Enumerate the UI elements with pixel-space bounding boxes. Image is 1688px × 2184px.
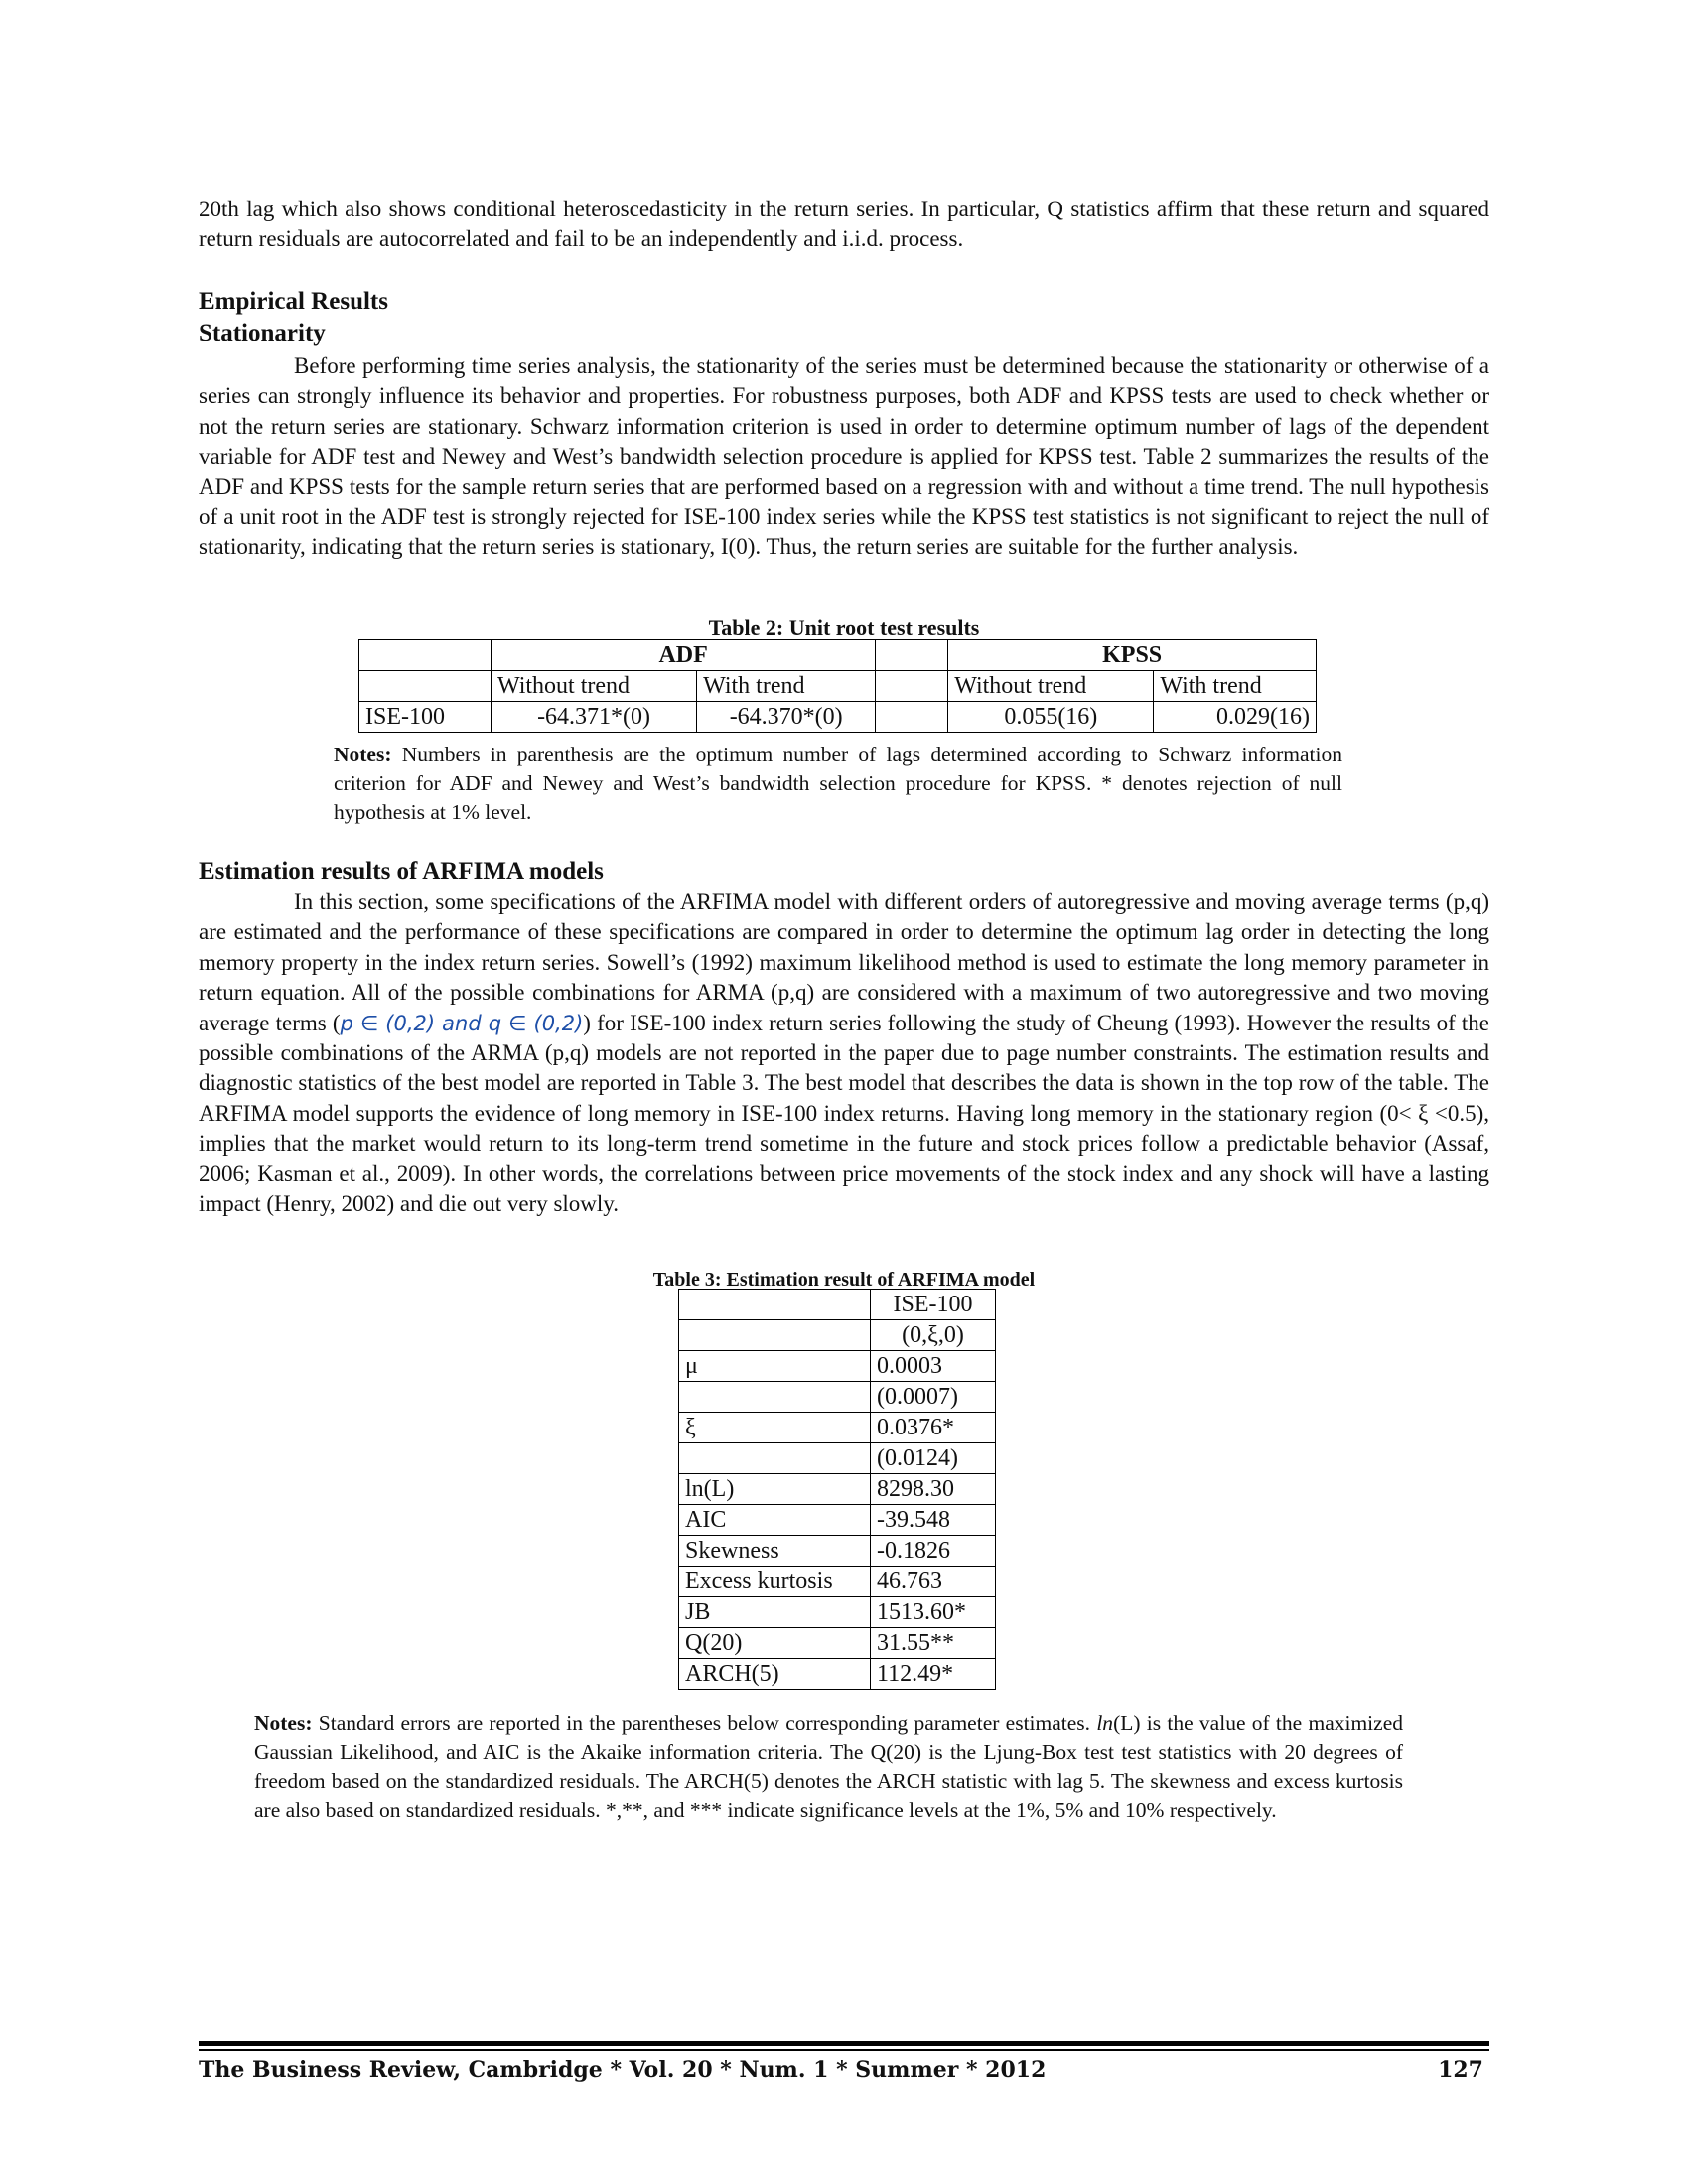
table3-row-value: (0.0007) — [871, 1382, 996, 1413]
table3-row-label: JB — [679, 1597, 871, 1628]
table3-notes-text-a: Standard errors are reported in the parentheses below corresponding parameter estimates. — [312, 1711, 1097, 1735]
table3-row — [679, 1505, 996, 1536]
table3-row-label: ln(L) — [679, 1474, 871, 1505]
table2-unit-root — [358, 639, 1317, 733]
table3-caption: Table 3: Estimation result of ARFIMA model — [652, 1269, 1036, 1291]
table2-gap — [876, 640, 948, 671]
footer-rule-thin — [199, 2049, 1489, 2051]
table3-notes-text-b: (L) is the value of the maximized Gaussian Likelihood, and AIC is the Akaike information criteria. The Q(20) is the Ljung-Box test test statistics with 20 degrees of freedom based on the standardized residuals. The ARCH(5) denotes the ARCH statistic with lag 5. The skewness and excess kurtosis are also based on standardized residuals. *,**, and *** indicate significance levels at the 1%, 5% and 10% respectively. — [254, 1711, 1403, 1822]
table3-row — [679, 1597, 996, 1628]
table3-row-label: μ — [679, 1351, 871, 1382]
table3-row-label: Excess kurtosis — [679, 1567, 871, 1597]
footer-journal: The Business Review, Cambridge * Vol. 20 * Num. 1 * Summer * 2012 — [199, 2057, 1047, 2083]
table2-kpss-with-value: 0.029(16) — [1154, 702, 1317, 733]
table3-row-label: Q(20) — [679, 1628, 871, 1659]
table2-adf-with-value: -64.370*(0) — [697, 702, 876, 733]
table3-row — [679, 1290, 996, 1320]
table3-row-value: -39.548 — [871, 1505, 996, 1536]
table3-row-value: -0.1826 — [871, 1536, 996, 1567]
table3-arfima — [678, 1289, 996, 1690]
arfima-text-a: In this section, some specifications of the ARFIMA model with different orders of autoregressive and moving average terms (p,q) are estimated and the performance of these specifications are compared in order to determine the optimum lag order in detecting the long memory property in the index return series. Sowell’s (1992) maximum likelihood method is used to estimate the long memory parameter in return equation. All of the possible combinations for ARMA (p,q) are considered with a maximum of two autoregressive and two moving average terms ( — [199, 889, 1489, 1035]
stationarity-heading: Stationarity — [199, 320, 326, 346]
table3-row-value: (0.0124) — [871, 1443, 996, 1474]
table3-row-label — [679, 1290, 871, 1320]
table3-row-value: (0,ξ,0) — [871, 1320, 996, 1351]
intro-paragraph: 20th lag which also shows conditional heteroscedasticity in the return series. In particular, Q statistics affirm that these return and squared return residuals are autocorrelated and fail to be an independently and i.i.d. process. — [199, 197, 1489, 252]
arfima-text-b: ) for ISE-100 index return series following the study of Cheung (1993). However the results of the possible combinations of the ARMA (p,q) models are not reported in the paper due to page number constraints. The estimation results and diagnostic statistics of the best model are reported in Table 3. The best model that describes the data is shown in the top row of the table. The ARFIMA model supports the evidence of long memory in ISE-100 index returns. Having long memory in the stationary region (0< ξ <0.5), implies that the market would return to its long-term trend sometime in the future and stock prices follow a predictable behavior (Assaf, 2006; Kasman et al., 2009). In other words, the correlations between price movements of the stock index and any shock will have a lasting impact (Henry, 2002) and die out very slowly. — [199, 1010, 1489, 1217]
page-footer — [199, 2057, 1489, 2083]
table2-kpss-with-header: With trend — [1154, 671, 1317, 702]
table3-row — [679, 1443, 996, 1474]
table3-row — [679, 1474, 996, 1505]
table2-row-label: ISE-100 — [359, 702, 492, 733]
table3-row-value: 1513.60* — [871, 1597, 996, 1628]
table3-row-value: 0.0376* — [871, 1413, 996, 1443]
table2-notes-label: Notes: — [334, 743, 392, 766]
table3-row — [679, 1351, 996, 1382]
footer-rule-thick — [199, 2041, 1489, 2046]
table3-row — [679, 1320, 996, 1351]
table3-row-value: 0.0003 — [871, 1351, 996, 1382]
table3-row-value: 8298.30 — [871, 1474, 996, 1505]
table3-row-label: Skewness — [679, 1536, 871, 1567]
table3-row-label: ARCH(5) — [679, 1659, 871, 1690]
table3-notes — [254, 1709, 1403, 1825]
table3-row — [679, 1567, 996, 1597]
table3-row-value: 31.55** — [871, 1628, 996, 1659]
table2-adf-without-value: -64.371*(0) — [492, 702, 697, 733]
table3-row-value: 46.763 — [871, 1567, 996, 1597]
table3-row — [679, 1659, 996, 1690]
table2-kpss-without-header: Without trend — [948, 671, 1154, 702]
arfima-heading: Estimation results of ARFIMA models — [199, 858, 604, 885]
table2-notes-text: Numbers in parenthesis are the optimum number of lags determined according to Schwarz information criterion for ADF and Newey and West’s bandwidth selection procedure for KPSS. * denotes rejection of null hypothesis at 1% level. — [334, 743, 1342, 824]
table2-kpss-without-value: 0.055(16) — [948, 702, 1154, 733]
table2-notes — [334, 741, 1342, 827]
table3-row-label — [679, 1382, 871, 1413]
table3-row — [679, 1536, 996, 1567]
table3-row-value: 112.49* — [871, 1659, 996, 1690]
footer-page-number: 127 — [1438, 2057, 1483, 2083]
table3-notes-label: Notes: — [254, 1711, 313, 1735]
table3-row-label: AIC — [679, 1505, 871, 1536]
table3-row — [679, 1413, 996, 1443]
arfima-math-inline: p ∈ (0,2) and q ∈ (0,2) — [340, 1011, 584, 1035]
table3-row-label: ξ — [679, 1413, 871, 1443]
table2-adf-without-header: Without trend — [492, 671, 697, 702]
stationarity-paragraph: Before performing time series analysis, the stationarity of the series must be determined because the stationarity or otherwise of a series can strongly influence its behavior and properties. For robustness purposes, both ADF and KPSS tests are used to check whether or not the return series are stationary. Schwarz information criterion is used in order to determine optimum number of lags of the dependent variable for ADF test and Newey and West’s bandwidth selection procedure is applied for KPSS test. Table 2 summarizes the results of the ADF and KPSS tests for the sample return series that are performed based on a regression with and without a time trend. The null hypothesis of a unit root in the ADF test is strongly rejected for ISE-100 index series while the KPSS test statistics is not significant to reject the null of stationarity, indicating that the return series is stationary, I(0). Thus, the return series are suitable for the further analysis. — [199, 353, 1489, 560]
empirical-results-heading: Empirical Results — [199, 288, 388, 315]
arfima-paragraph — [199, 887, 1489, 1219]
table3-row-label — [679, 1320, 871, 1351]
table2-gap — [876, 702, 948, 733]
table3-row-value: ISE-100 — [871, 1290, 996, 1320]
table2-adf-with-header: With trend — [697, 671, 876, 702]
table2-kpss-header: KPSS — [948, 640, 1317, 671]
table3-row-label — [679, 1443, 871, 1474]
table2-adf-header: ADF — [492, 640, 876, 671]
table2-corner — [359, 640, 492, 671]
table2-caption: Table 2: Unit root test results — [708, 615, 980, 640]
table2-gap — [876, 671, 948, 702]
table3-row — [679, 1382, 996, 1413]
table3-row — [679, 1628, 996, 1659]
table2-blank — [359, 671, 492, 702]
table3-notes-ln: ln — [1096, 1711, 1114, 1735]
